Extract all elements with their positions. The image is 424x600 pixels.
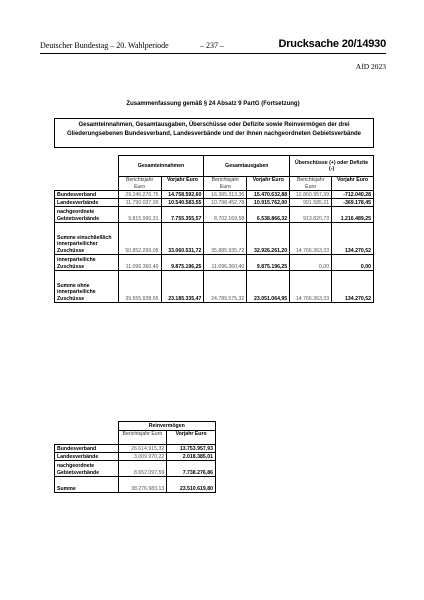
value-cell: 1.216.489,25 [332, 207, 374, 223]
value-cell: 10.915.762,00 [247, 199, 290, 207]
summary-table [54, 155, 374, 303]
subheader-current: Berichtsjahr Euro [118, 431, 167, 445]
row-label: nachgeordnete Gebietsverbände [55, 461, 119, 477]
subheader-corner [55, 177, 119, 191]
subheader-corner [55, 431, 119, 445]
value-cell: 23.510.619,80 [167, 477, 216, 493]
table-row [55, 255, 374, 271]
section-title: Zusammenfassung gemäß § 24 Absatz 9 PartG (Fortsetzung) [126, 101, 300, 107]
value-cell: 2.018.385,01 [167, 453, 216, 461]
value-cell: 7.738.276,86 [167, 461, 216, 477]
value-cell: 33.060.531,72 [161, 223, 204, 255]
table-row [55, 207, 374, 223]
running-header-sub: AfD 2023 [355, 62, 386, 71]
value-cell: 14.766.363,33 [290, 223, 332, 255]
value-cell: 134.270,52 [332, 223, 374, 255]
value-cell: 913.820,73 [290, 207, 332, 223]
document-number [278, 38, 386, 50]
value-cell: 15.470.632,88 [247, 191, 290, 199]
value-cell: 39.555.938,65 [118, 271, 161, 303]
value-cell: 10.798.452,78 [204, 199, 247, 207]
value-cell: 8.652.097,59 [118, 461, 167, 477]
row-label: Landesverbände [55, 453, 119, 461]
row-label: Summe ohne innerparteiliche Zuschüsse [55, 271, 119, 303]
running-header-left: Deutscher Bundestag – 20. Wahlperiode [40, 41, 169, 50]
value-cell: 35.885.935,72 [204, 223, 247, 255]
header-rule [40, 53, 386, 54]
value-cell: 32.926.261,20 [247, 223, 290, 255]
document-number-value: 14930 [356, 38, 386, 50]
value-cell: 10.540.583,55 [161, 199, 204, 207]
value-cell: 14.758.592,60 [161, 191, 204, 199]
value-cell: 9.875.196,25 [247, 255, 290, 271]
group-header-income: Gesamteinnahmen [118, 156, 204, 177]
table-row [55, 271, 374, 303]
value-cell: 16.385.313,36 [204, 191, 247, 199]
value-cell: 24.789.575,32 [204, 271, 247, 303]
row-label: Bundesverband [55, 191, 119, 199]
table-row [55, 453, 216, 461]
value-cell: 0,00 [290, 255, 332, 271]
row-label: innerparteiliche Zuschüsse [55, 255, 119, 271]
net-assets-table [54, 421, 216, 493]
value-cell: 38.276.983,13 [118, 477, 167, 493]
value-cell: 11.096.360,40 [118, 255, 161, 271]
table-row [55, 191, 374, 199]
row-label: nachgeordnete Gebietsverbände [55, 207, 119, 223]
subheader-current: Berichtsjahr Euro [118, 177, 161, 191]
subheader-prior: Vorjahr Euro [167, 431, 216, 445]
value-cell: 3.009.970,22 [118, 453, 167, 461]
value-cell: -369.178,45 [332, 199, 374, 207]
row-label: Summe einschließlich innerparteilicher Zuschüsse [55, 223, 119, 255]
value-cell: 7.755.355,57 [161, 207, 204, 223]
table-row [55, 461, 216, 477]
table-corner [55, 422, 119, 431]
row-label: Landesverbände [55, 199, 119, 207]
table-corner [55, 156, 119, 177]
table-row [55, 477, 216, 493]
value-cell: 12.860.957,39 [290, 191, 332, 199]
group-header-expenses: Gesamtausgaben [204, 156, 290, 177]
table-row [55, 445, 216, 453]
value-cell: 14.766.363,33 [290, 271, 332, 303]
value-cell: 9.875.196,25 [161, 255, 204, 271]
value-cell: 23.185.335,47 [161, 271, 204, 303]
value-cell: 11.790.037,99 [118, 199, 161, 207]
page-number: – 237 – [200, 41, 224, 50]
value-cell: 23.051.064,95 [247, 271, 290, 303]
value-cell: 26.614.915,32 [118, 445, 167, 453]
value-cell: 50.852.299,05 [118, 223, 161, 255]
subheader-current: Berichtsjahr Euro [290, 177, 332, 191]
subheader-prior: Vorjahr Euro [247, 177, 290, 191]
document-number-prefix: Drucksache 20/ [278, 38, 357, 50]
group-header-surplus: Überschüsse (+) oder Defizite (-) [290, 156, 374, 177]
row-label: Bundesverband [55, 445, 119, 453]
value-cell: 9.815.990,31 [118, 207, 161, 223]
group-header-net-assets: Reinvermögen [118, 422, 215, 431]
value-cell: 13.753.957,93 [167, 445, 216, 453]
table-description: Gesamteinnahmen, Gesamtausgaben, Überschüsse oder Defizite sowie Reinvermögen der drei Gliederungsebenen Bundesverband, Landesverbände und der ihnen nachgeordneten Gebietsverbände [54, 118, 374, 148]
value-cell: 6.538.866,32 [247, 207, 290, 223]
subheader-current: Berichtsjahr Euro [204, 177, 247, 191]
value-cell: 134.270,52 [332, 271, 374, 303]
subheader-prior: Vorjahr Euro [161, 177, 204, 191]
value-cell: 991.585,21 [290, 199, 332, 207]
subheader-prior: Vorjahr Euro [332, 177, 374, 191]
value-cell: 8.702.169,58 [204, 207, 247, 223]
value-cell: -712.040,28 [332, 191, 374, 199]
table-row [55, 199, 374, 207]
table-row [55, 223, 374, 255]
value-cell: 11.096.360,40 [204, 255, 247, 271]
row-label: Summe [55, 477, 119, 493]
value-cell: 0,00 [332, 255, 374, 271]
value-cell: 29.246.270,75 [118, 191, 161, 199]
